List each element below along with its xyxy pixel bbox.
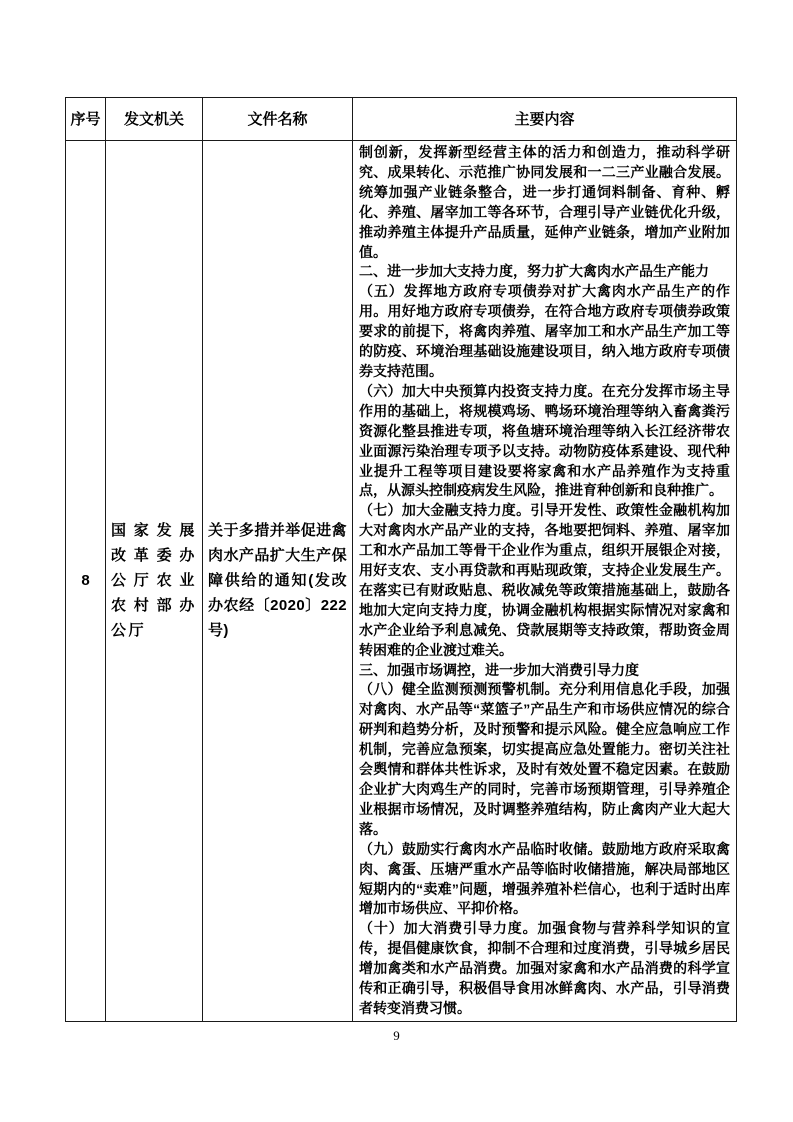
content-section-heading: 二、进一步加大支持力度，努力扩大禽肉水产品生产能力 [359,263,709,280]
content-paragraph: （六）加大中央预算内投资支持力度。在充分发挥市场主导作用的基础上，将规模鸡场、鸭场环境治理等纳入畜禽粪污资源化整县推进专项，将鱼塘环境治理等纳入长江经济带农业面源污染治理专项予以支持。动物防疫体系建设、现代种业提升工程等项目建设要将家禽和水产品养殖作为支持重点，从源头控制疫病发生风险，推进育种创新和良种推广。 [359,382,730,499]
table-row [66,141,737,1022]
row-index: 8 [66,141,106,1022]
header-agency: 发文机关 [106,98,203,141]
document-title: 关于多措并举促进禽肉水产品扩大生产保障供给的通知(发改办农经〔2020〕222号) [203,141,353,1022]
main-content [353,141,737,1022]
content-section-heading: 三、加强市场调控，进一步加大消费引导力度 [359,661,639,678]
content-paragraph: （九）鼓励实行禽肉水产品临时收储。鼓励地方政府采取禽肉、禽蛋、压塘严重水产品等临时收储措施，解决局部地区短期内的“卖难”问题，增强养殖补栏信心，也利于适时出库增加市场供应、平抑价格。 [359,840,730,917]
header-index: 序号 [66,98,106,141]
header-title: 文件名称 [203,98,353,141]
page-number: 9 [393,1028,400,1043]
issuing-agency: 国家发展改革委办公厅农业农村部办公厅 [106,141,203,1022]
content-paragraph: （十）加大消费引导力度。加强食物与营养科学知识的宣传，提倡健康饮食，抑制不合理和过度消费，引导城乡居民增加禽类和水产品消费。加强对家禽和水产品消费的科学宣传和正确引导，积极倡导食用冰鲜禽肉、水产品，引导消费者转变消费习惯。 [359,920,730,1016]
content-paragraph: （五）发挥地方政府专项债券对扩大禽肉水产品生产的作用。用好地方政府专项债券，在符合地方政府专项债券政策要求的前提下，将禽肉养殖、屠宰加工和水产品生产加工等的防疫、环境治理基础设施建设项目，纳入地方政府专项债券支持范围。 [359,283,730,379]
policy-document-table [65,97,737,1022]
content-paragraph: 制创新，发挥新型经营主体的活力和创造力，推动科学研究、成果转化、示范推广协同发展和一二三产业融合发展。统筹加强产业链条整合，进一步打通饲料制备、育种、孵化、养殖、屠宰加工等各环节，合理引导产业链优化升级，推动养殖主体提升产品质量，延伸产业链条，增加产业附加值。 [359,144,730,260]
content-paragraph: （七）加大金融支持力度。引导开发性、政策性金融机构加大对禽肉水产品产业的支持，各地要把饲料、养殖、屠宰加工和水产品加工等骨干企业作为重点，组织开展银企对接，用好支农、支小再贷款和再贴现政策，支持企业发展生产。在落实已有财政贴息、税收减免等政策措施基础上，鼓励各地加大定向支持力度，协调金融机构根据实际情况对家禽和水产企业给予利息减免、贷款展期等支持政策，帮助资金周转困难的企业渡过难关。 [359,502,730,658]
table-header-row [66,98,737,141]
header-content: 主要内容 [353,98,737,141]
content-paragraph: （八）健全监测预测预警机制。充分利用信息化手段，加强对禽肉、水产品等“菜篮子”产品生产和市场供应情况的综合研判和趋势分析，及时预警和提示风险。健全应急响应工作机制，完善应急预案，切实提高应急处置能力。密切关注社会舆情和群体共性诉求，及时有效处置不稳定因素。在鼓励企业扩大肉鸡生产的同时，完善市场预期管理，引导养殖企业根据市场情况，及时调整养殖结构，防止禽肉产业大起大落。 [359,681,730,837]
